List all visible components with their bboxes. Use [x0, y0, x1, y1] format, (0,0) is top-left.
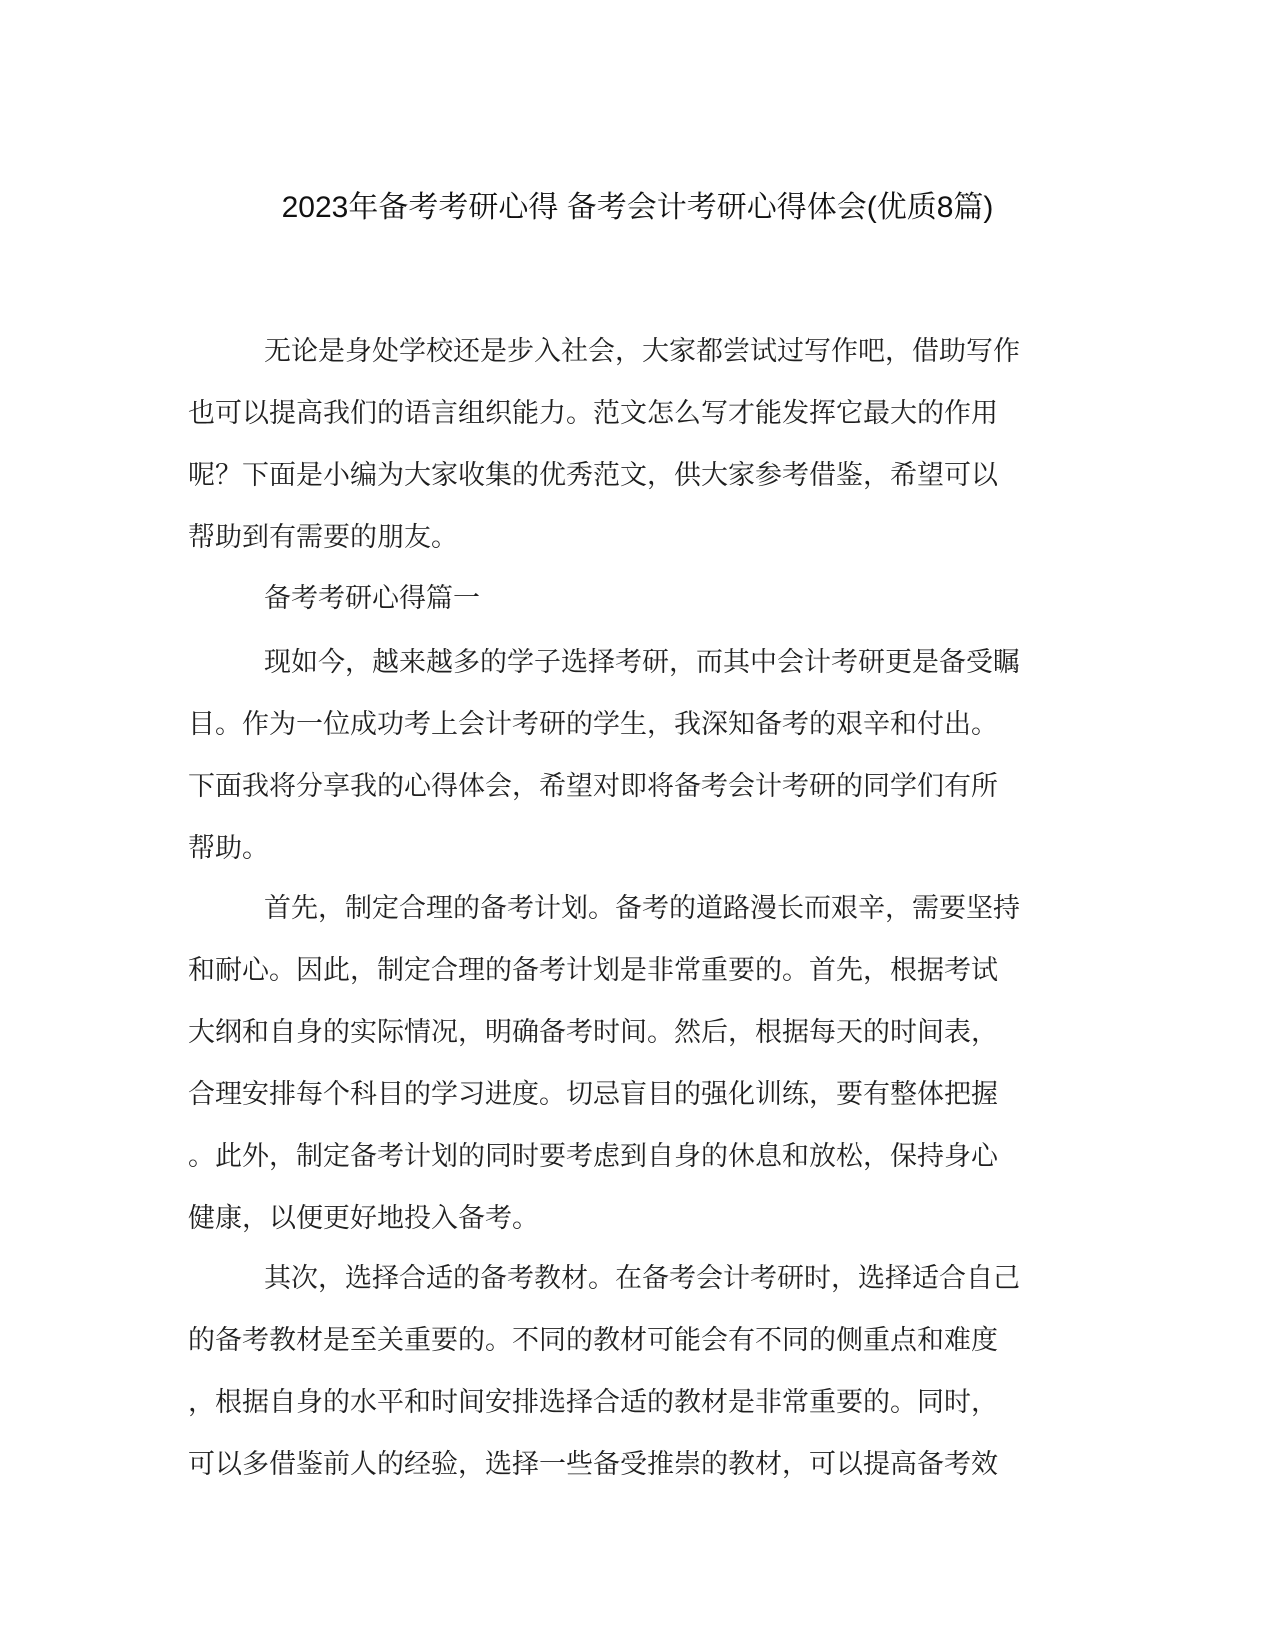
paragraph-line: 帮助到有需要的朋友。	[188, 522, 458, 553]
paragraph-line: 呢？下面是小编为大家收集的优秀范文，供大家参考借鉴，希望可以	[188, 460, 998, 491]
paragraph-line: 现如今，越来越多的学子选择考研，而其中会计考研更是备受瞩	[264, 647, 1020, 678]
paragraph-line: 和耐心。因此，制定合理的备考计划是非常重要的。首先，根据考试	[188, 955, 998, 986]
paragraph-line: 可以多借鉴前人的经验，选择一些备受推崇的教材，可以提高备考效	[188, 1449, 998, 1480]
paragraph-line: 。此外，制定备考计划的同时要考虑到自身的休息和放松，保持身心	[188, 1141, 998, 1172]
section-heading	[188, 568, 480, 630]
paragraph-line: 健康，以便更好地投入备考。	[188, 1203, 539, 1234]
body-paragraph	[188, 632, 1020, 880]
body-paragraph	[188, 1248, 1020, 1496]
paragraph-line: 也可以提高我们的语言组织能力。范文怎么写才能发挥它最大的作用	[188, 398, 998, 429]
paragraph-line: 下面我将分享我的心得体会，希望对即将备考会计考研的同学们有所	[188, 771, 998, 802]
intro-paragraph	[188, 321, 1020, 569]
paragraph-line: 首先，制定合理的备考计划。备考的道路漫长而艰辛，需要坚持	[264, 893, 1020, 924]
body-paragraph	[188, 878, 1020, 1250]
document-title: 2023年备考考研心得 备考会计考研心得体会(优质8篇)	[281, 191, 994, 224]
paragraph-line: 帮助。	[188, 833, 269, 864]
paragraph-line: 目。作为一位成功考上会计考研的学生，我深知备考的艰辛和付出。	[188, 709, 998, 740]
paragraph-line: 其次，选择合适的备考教材。在备考会计考研时，选择适合自己	[264, 1263, 1020, 1294]
paragraph-line: ，根据自身的水平和时间安排选择合适的教材是非常重要的。同时，	[188, 1387, 998, 1418]
paragraph-line: 无论是身处学校还是步入社会，大家都尝试过写作吧，借助写作	[264, 336, 1020, 367]
section-heading-text: 备考考研心得篇一	[264, 583, 480, 614]
paragraph-line: 大纲和自身的实际情况，明确备考时间。然后，根据每天的时间表，	[188, 1017, 998, 1048]
paragraph-line: 的备考教材是至关重要的。不同的教材可能会有不同的侧重点和难度	[188, 1325, 998, 1356]
paragraph-line: 合理安排每个科目的学习进度。切忌盲目的强化训练，要有整体把握	[188, 1079, 998, 1110]
